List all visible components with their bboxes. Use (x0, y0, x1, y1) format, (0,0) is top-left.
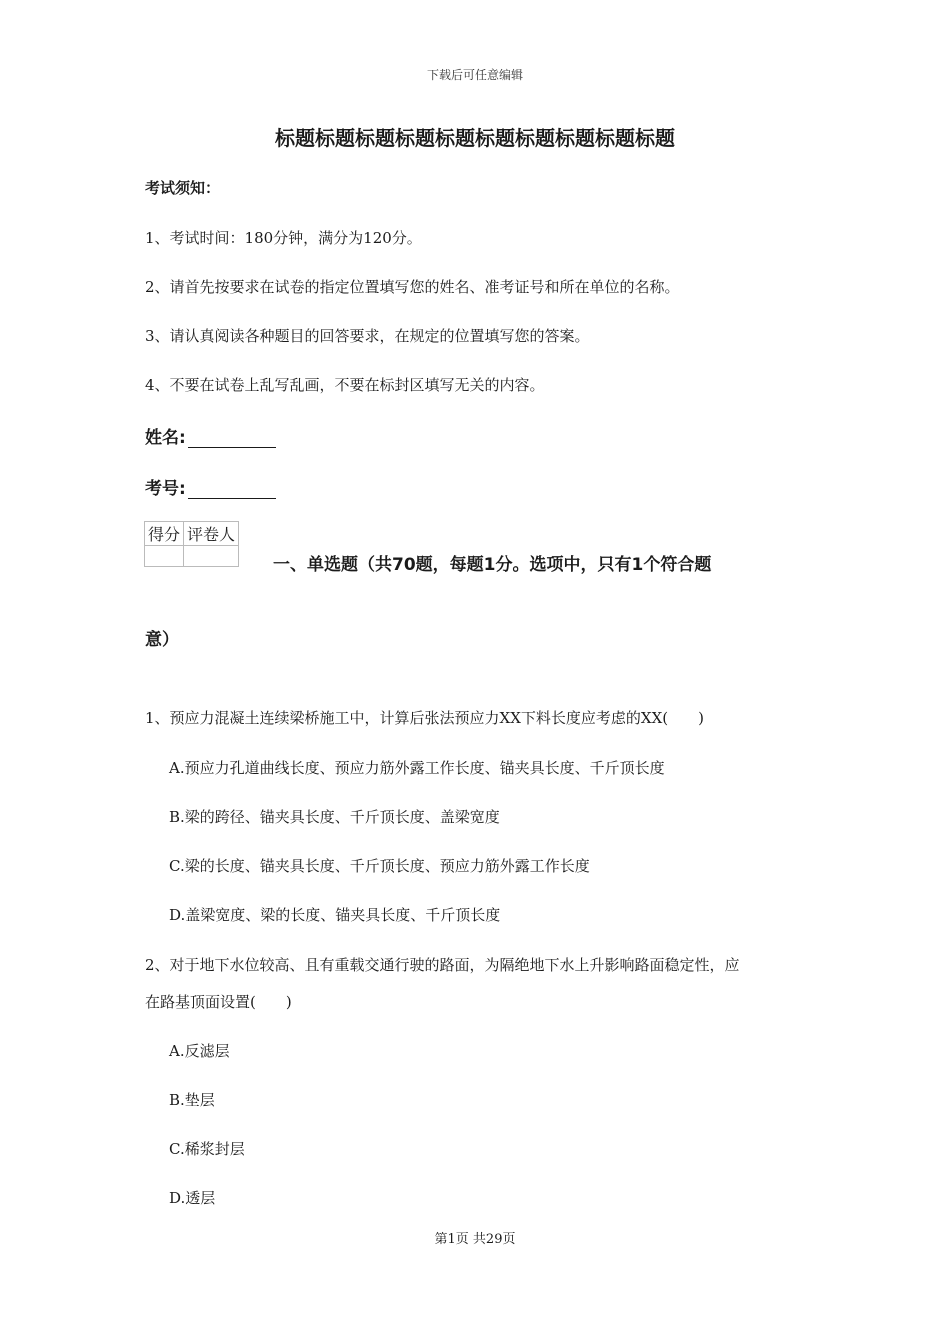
document-title: 标题标题标题标题标题标题标题标题标题标题 (275, 126, 675, 150)
rule-1: 1、考试时间：180分钟，满分为120分。 (145, 229, 422, 247)
name-blank-line[interactable] (188, 431, 276, 448)
question-1: 1、预应力混凝土连续梁桥施工中，计算后张法预应力XX下料长度应考虑的XX( ) (145, 709, 704, 727)
grader-cell[interactable] (184, 546, 239, 567)
score-cell[interactable] (145, 546, 184, 567)
rule-3: 3、请认真阅读各种题目的回答要求，在规定的位置填写您的答案。 (145, 327, 590, 345)
question-2-option-b: B.垫层 (169, 1091, 215, 1109)
exam-id-field[interactable] (145, 474, 276, 499)
question-2-continued: 在路基顶面设置( ) (145, 993, 292, 1011)
name-field[interactable] (145, 423, 276, 448)
question-1-option-a: A.预应力孔道曲线长度、预应力筋外露工作长度、锚夹具长度、千斤顶长度 (169, 759, 665, 777)
rule-4: 4、不要在试卷上乱写乱画，不要在标封区填写无关的内容。 (145, 376, 545, 394)
rule-2: 2、请首先按要求在试卷的指定位置填写您的姓名、准考证号和所在单位的名称。 (145, 278, 680, 296)
question-2-option-a: A.反滤层 (169, 1042, 230, 1060)
name-label: 姓名: (145, 428, 186, 448)
section-heading-continued: 意） (145, 630, 179, 650)
header-note: 下载后可任意编辑 (426, 68, 523, 82)
score-table (144, 521, 239, 567)
notice-heading: 考试须知： (145, 179, 221, 197)
page-footer: 第1页 共29页 (434, 1232, 516, 1247)
question-2-option-d: D.透层 (169, 1189, 216, 1207)
question-1-option-d: D.盖梁宽度、梁的长度、锚夹具长度、千斤顶长度 (169, 906, 501, 924)
question-1-option-c: C.梁的长度、锚夹具长度、千斤顶长度、预应力筋外露工作长度 (169, 857, 590, 875)
grader-header: 评卷人 (184, 522, 239, 546)
exam-id-blank-line[interactable] (188, 482, 276, 499)
exam-id-label: 考号: (145, 479, 186, 499)
score-header: 得分 (145, 522, 184, 546)
question-2: 2、对于地下水位较高、且有重载交通行驶的路面，为隔绝地下水上升影响路面稳定性，应 (145, 956, 740, 974)
section-heading: 一、单选题（共70题，每题1分。选项中，只有1个符合题 (273, 555, 712, 575)
question-2-option-c: C.稀浆封层 (169, 1140, 245, 1158)
question-1-option-b: B.梁的跨径、锚夹具长度、千斤顶长度、盖梁宽度 (169, 808, 500, 826)
